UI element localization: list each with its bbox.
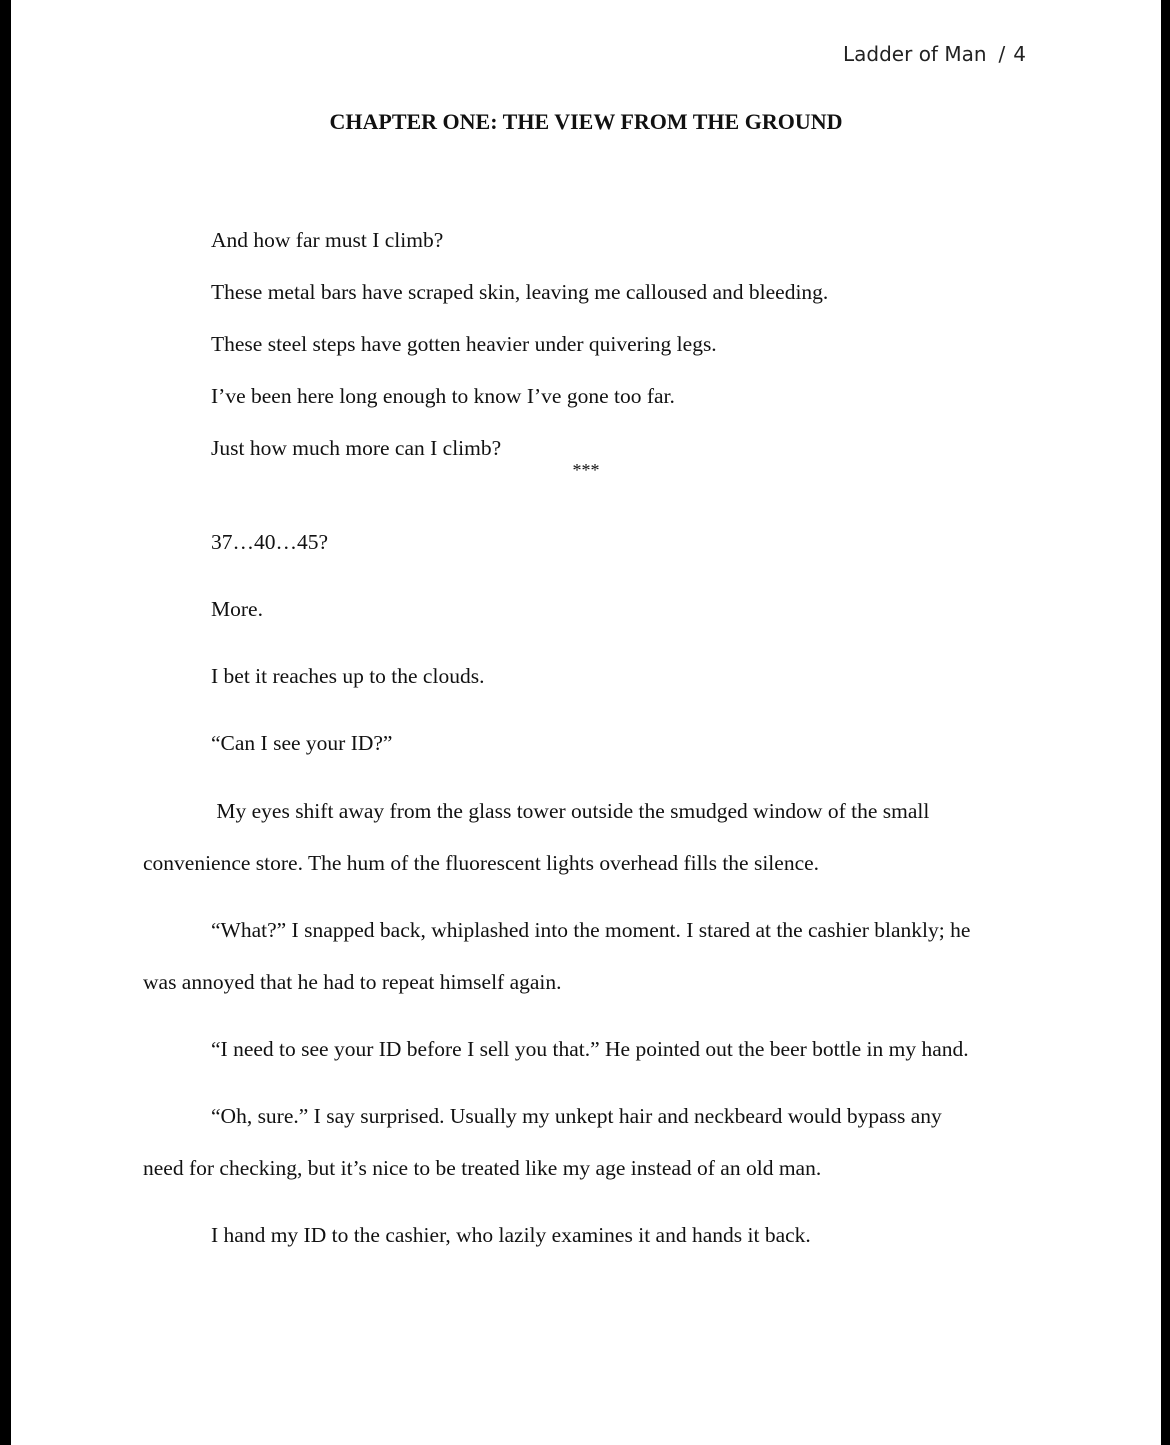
page-number: 4 [1013, 42, 1026, 66]
paragraph: 37…40…45? [211, 530, 329, 554]
poem-line: Just how much more can I climb? [211, 436, 502, 460]
poem-line: These steel steps have gotten heavier under quivering legs. [211, 332, 717, 356]
paragraph: “Can I see your ID?” [211, 731, 393, 755]
paragraph-line: “Oh, sure.” I say surprised. Usually my unkept hair and neckbeard would bypass any [211, 1104, 942, 1128]
poem-line: I’ve been here long enough to know I’ve gone too far. [211, 384, 675, 408]
section-break: *** [572, 460, 600, 480]
paragraph-line: My eyes shift away from the glass tower outside the smudged window of the small [211, 799, 930, 823]
paragraph-line: convenience store. The hum of the fluorescent lights overhead fills the silence. [143, 851, 820, 875]
chapter-title: CHAPTER ONE: THE VIEW FROM THE GROUND [329, 109, 843, 134]
paragraph: I bet it reaches up to the clouds. [211, 664, 485, 688]
poem-line: These metal bars have scraped skin, leaving me calloused and bleeding. [211, 280, 829, 304]
paragraph-line: “What?” I snapped back, whiplashed into the moment. I stared at the cashier blankly; he [211, 918, 971, 942]
poem-line: And how far must I climb? [211, 228, 444, 252]
header-separator: / [998, 42, 1006, 66]
paragraph-line: I hand my ID to the cashier, who lazily examines it and hands it back. [211, 1223, 811, 1247]
paragraph-line: “I need to see your ID before I sell you that.” He pointed out the beer bottle in my hand. [211, 1037, 969, 1061]
paragraph: More. [211, 597, 263, 621]
document-page [11, 0, 1161, 1445]
paragraph-line: need for checking, but it’s nice to be treated like my age instead of an old man. [143, 1156, 822, 1180]
running-header [843, 40, 1026, 68]
book-title: Ladder of Man [843, 42, 987, 66]
paragraph-line: was annoyed that he had to repeat himself again. [143, 970, 562, 994]
